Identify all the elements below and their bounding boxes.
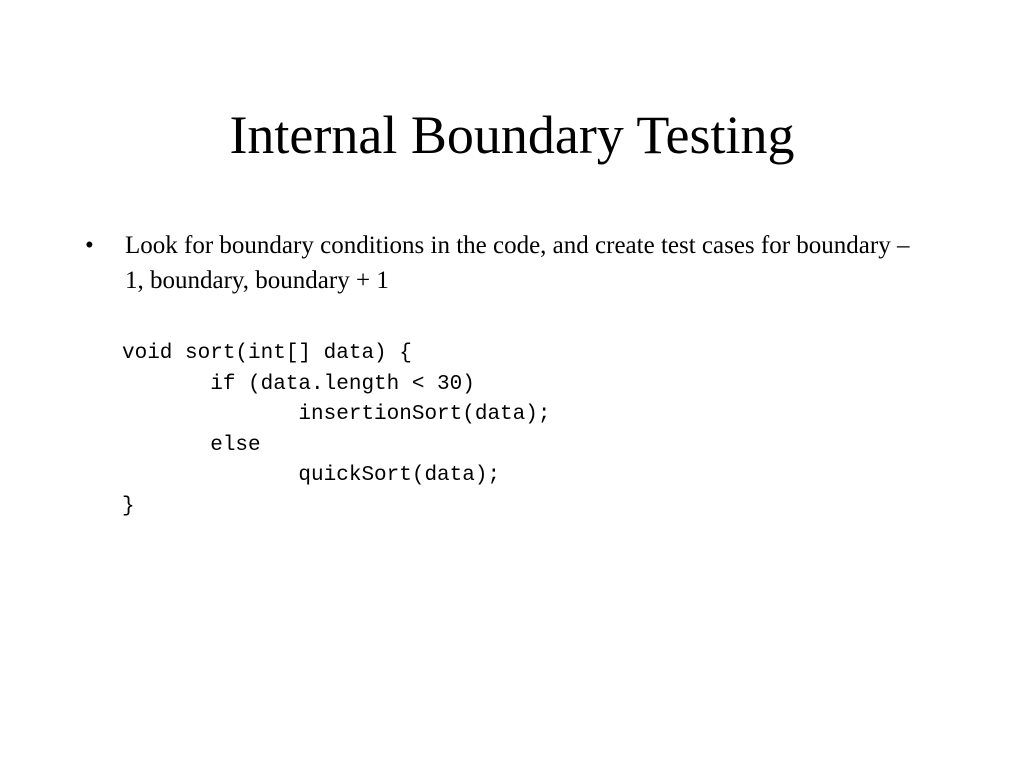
code-line: insertionSort(data); [122, 403, 551, 427]
bullet-text: Look for boundary conditions in the code, and create test cases for boundary – 1, boundary, boundary + 1 [125, 232, 910, 294]
code-line: else [122, 433, 261, 457]
code-line: if (data.length < 30) [122, 372, 475, 396]
code-line: void sort(int[] data) { [122, 342, 412, 365]
bullet-marker: • [85, 232, 94, 259]
bullet-list [85, 228, 915, 298]
code-block [122, 339, 550, 523]
code-line: quickSort(data); [122, 464, 501, 488]
slide-title: Internal Boundary Testing [229, 105, 795, 165]
bullet-item [85, 228, 915, 298]
code-line: } [122, 494, 135, 518]
